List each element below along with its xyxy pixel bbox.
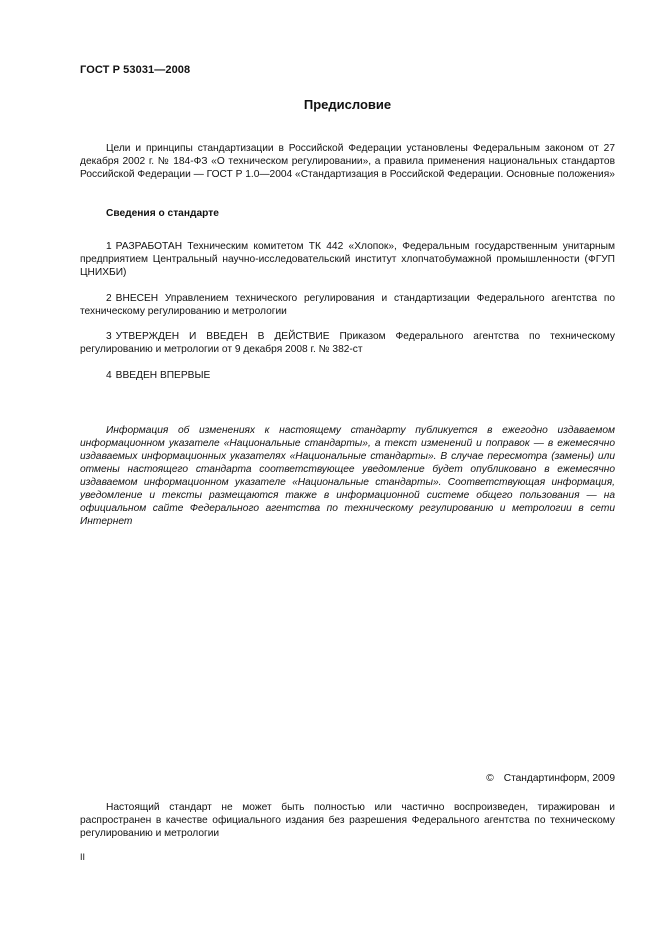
copyright-line	[486, 773, 615, 784]
intro-paragraph: Цели и принципы стандартизации в Российской Федерации установлены Федеральным законом от 27 декабря 2002 г. № 184-ФЗ «О техническом регулировании», а правила применения национальных стандартов Российской Федерации — ГОСТ Р 1.0—2004 «Стандартизация в Российской Федерации. Основные положения»	[80, 143, 615, 180]
copyright-text: Стандартинформ, 2009	[503, 773, 615, 784]
reproduction-notice: Настоящий стандарт не может быть полностью или частично воспроизведен, тиражирован и распространен в качестве официального издания без разрешения Федерального агентства по техническому регулированию и метрологии	[80, 802, 615, 839]
item-1-text: РАЗРАБОТАН Техническим комитетом ТК 442 «Хлопок», Федеральным государственным унитарным предприятием Центральный научно-исследовательский институт хлопчатобумажной промышленности (ФГУП ЦНИХБИ)	[80, 241, 615, 278]
page-title: Предисловие	[303, 97, 392, 112]
item-2-number: 2	[106, 293, 112, 304]
item-4-number: 4	[106, 370, 112, 381]
item-4-text: ВВЕДЕН ВПЕРВЫЕ	[115, 370, 211, 381]
changes-notice: Информация об изменениях к настоящему стандарту публикуется в ежегодно издаваемом информационном указателе «Национальные стандарты», а текст изменений и поправок — в ежемесячно издаваемых информационных указателях «Национальные стандарты». В случае пересмотра (замены) или отмены настоящего стандарта соответствующее уведомление будет опубликовано в ежемесячно издаваемом информационном указателе «Национальные стандарты». Соответствующая информация, уведомление и тексты размещаются также в информационной системе общего пользования — на официальном сайте Федерального агентства по техническому регулированию и метрологии в сети Интернет	[80, 425, 615, 527]
item-3-number: 3	[106, 331, 112, 342]
item-3-paragraph	[80, 330, 615, 356]
page-number: II	[80, 852, 86, 862]
copyright-icon: ©	[486, 773, 494, 784]
item-1-number: 1	[106, 241, 112, 252]
item-1-paragraph	[80, 240, 615, 279]
item-3-text: УТВЕРЖДЕН И ВВЕДЕН В ДЕЙСТВИЕ Приказом Федерального агентства по техническому регулированию и метрологии от 9 декабря 2008 г. № 382-ст	[80, 331, 615, 355]
document-code: ГОСТ Р 53031—2008	[80, 64, 191, 76]
item-4-paragraph	[80, 369, 615, 382]
item-2-paragraph	[80, 292, 615, 318]
info-heading: Сведения о стандарте	[106, 208, 219, 219]
item-2-text: ВНЕСЕН Управлением технического регулирования и стандартизации Федерального агентства по техническому регулированию и метрологии	[80, 293, 615, 317]
